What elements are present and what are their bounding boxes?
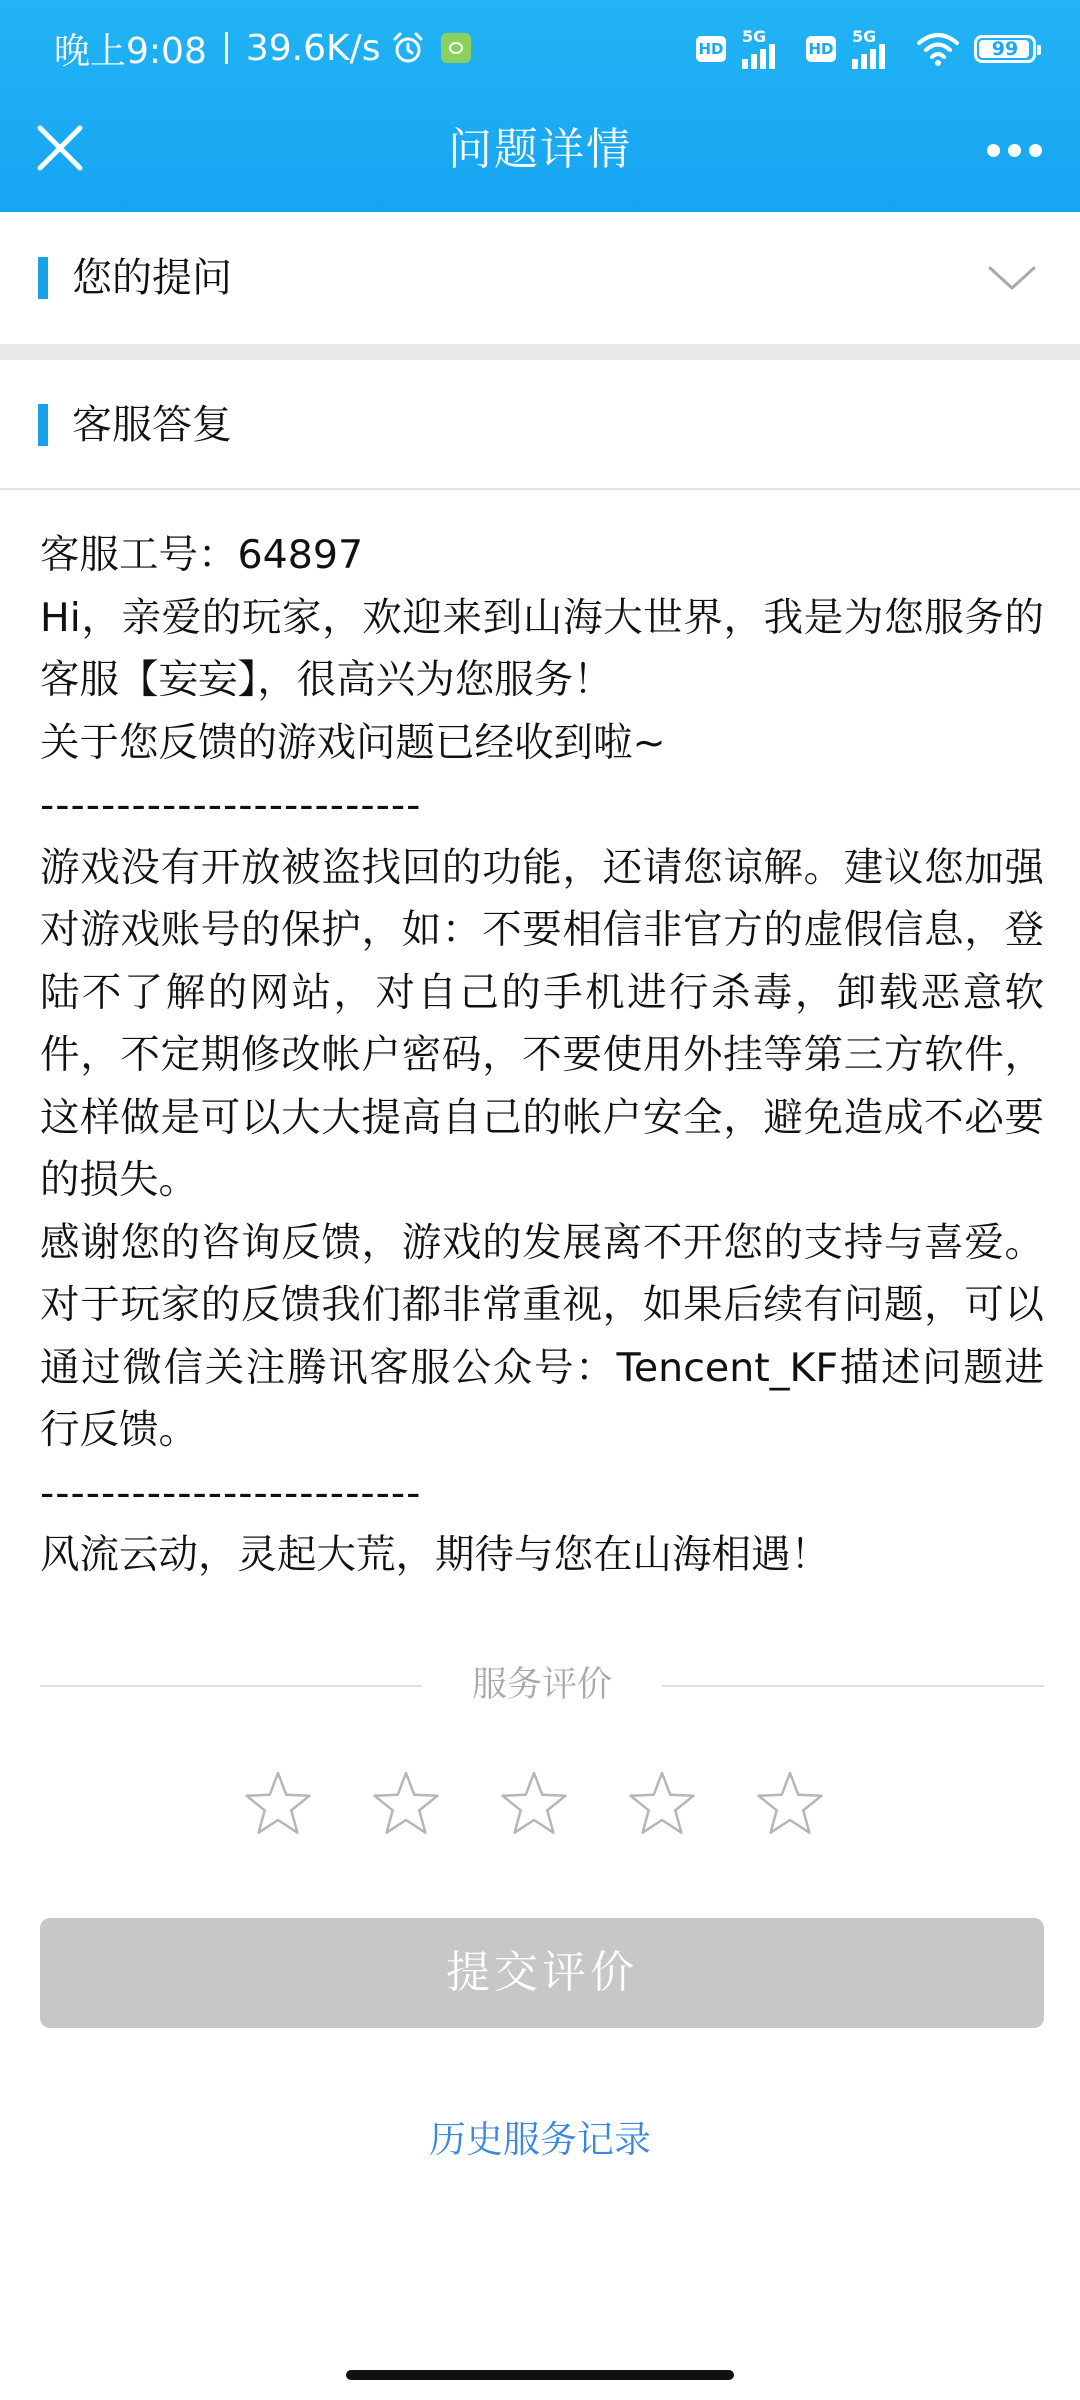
network-type-sim1: 5G — [742, 27, 767, 46]
network-type-sim2: 5G — [852, 27, 877, 46]
section-divider — [0, 344, 1080, 360]
home-indicator[interactable] — [346, 2370, 734, 2380]
status-net-speed: 39.6K/s — [245, 27, 381, 69]
battery-percent: 99 — [991, 38, 1019, 60]
close-button[interactable] — [28, 116, 92, 180]
agent-id: 客服工号：64897 — [40, 532, 364, 578]
star-4-icon[interactable] — [626, 1768, 698, 1840]
rating-title: 服务评价 — [471, 1665, 612, 1705]
submit-rating-button[interactable]: 提交评价 — [40, 1918, 1044, 2028]
status-time: 晚上9:08 — [54, 30, 207, 72]
close-icon — [36, 124, 84, 172]
reply-divider: ------------------------- — [40, 782, 422, 828]
hd-badge-sim1: HD — [696, 36, 726, 62]
status-left — [54, 22, 471, 74]
star-3-icon[interactable] — [498, 1768, 570, 1840]
wifi-icon — [916, 31, 960, 67]
section-marker — [38, 257, 48, 299]
reply-content — [40, 524, 1044, 1587]
star-5-icon[interactable] — [754, 1768, 826, 1840]
status-separator — [225, 32, 228, 64]
alarm-icon — [391, 31, 425, 65]
reply-divider: ------------------------- — [40, 1469, 422, 1516]
reply-body-1: 游戏没有开放被盗找回的功能，还请您谅解。建议您加强对游戏账号的保护，如：不要相信非官方的虚假信息，登陆不了解的网站，对自己的手机进行杀毒，卸载恶意软件，不定期修改帐户密码，不要使用外挂等第三方软件，这样做是可以大大提高自己的帐户安全，避免造成不必要的损失。 — [40, 844, 1044, 1203]
chevron-down-icon[interactable] — [986, 260, 1038, 296]
star-rating — [242, 1768, 842, 1842]
support-reply-header — [0, 360, 1080, 490]
star-1-icon[interactable] — [242, 1768, 314, 1840]
reply-body-2: 感谢您的咨询反馈，游戏的发展离不开您的支持与喜爱。对于玩家的反馈我们都非常重视，如果后续有问题，可以通过微信关注腾讯客服公众号：Tencent_KF描述问题进行反馈。 — [40, 1219, 1044, 1453]
star-2-icon[interactable] — [370, 1768, 442, 1840]
your-question-title: 您的提问 — [72, 255, 232, 301]
rating-title-row — [40, 1660, 1044, 1710]
status-right — [696, 24, 1036, 74]
page-title: 问题详情 — [448, 124, 632, 175]
hd-badge-sim2: HD — [806, 36, 836, 62]
more-button[interactable] — [972, 120, 1056, 180]
reply-greeting: Hi，亲爱的玩家，欢迎来到山海大世界，我是为您服务的客服【妄妄】，很高兴为您服务！ — [40, 594, 1044, 703]
signal-sim2-icon — [850, 29, 902, 69]
support-reply-title: 客服答复 — [72, 402, 232, 448]
app-notification-icon — [441, 33, 471, 63]
section-marker — [38, 404, 48, 446]
reply-received: 关于您反馈的游戏问题已经收到啦~ — [40, 719, 666, 766]
status-bar — [0, 0, 1080, 96]
nav-bar — [0, 96, 1080, 212]
battery-icon — [974, 35, 1036, 63]
your-question-header[interactable] — [0, 212, 1080, 344]
rating-rule-right — [662, 1685, 1044, 1687]
app-header — [0, 0, 1080, 212]
more-icon-dot — [1029, 144, 1042, 157]
rating-rule-left — [40, 1685, 422, 1687]
more-icon-dot — [987, 144, 1000, 157]
more-icon-dot — [1008, 144, 1021, 157]
signal-sim1-icon — [740, 29, 792, 69]
service-history-link[interactable]: 历史服务记录 — [429, 2118, 651, 2161]
reply-closing: 风流云动，灵起大荒，期待与您在山海相遇！ — [40, 1532, 830, 1578]
